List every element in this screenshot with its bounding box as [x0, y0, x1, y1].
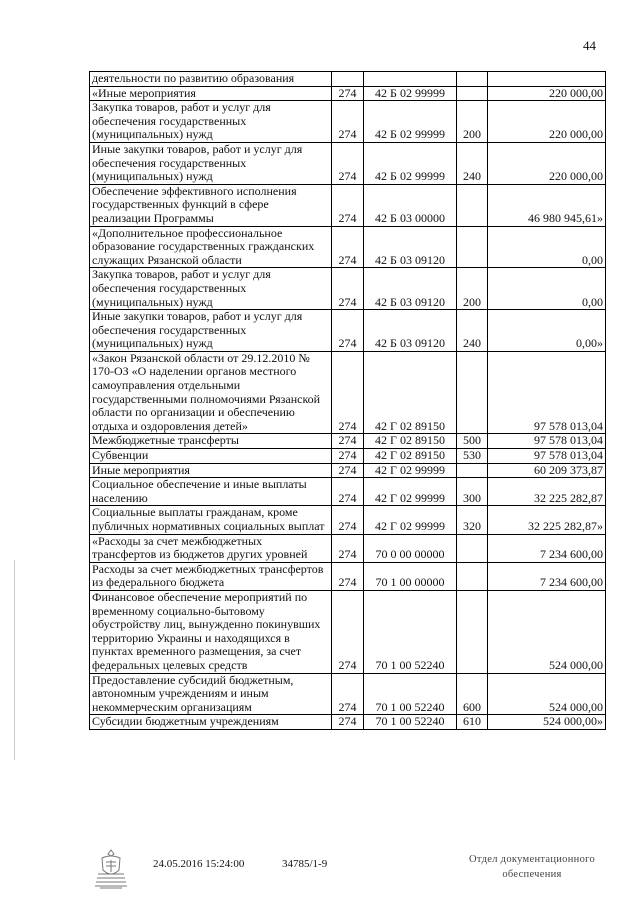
row-name: Иные закупки товаров, работ и услуг для обеспечения государственных (муниципальных) нужд: [90, 310, 332, 352]
row-amount: 220 000,00: [488, 86, 606, 101]
row-amount: 46 980 945,61»: [488, 184, 606, 226]
table-row: [90, 142, 606, 184]
department-stamp-line: обеспечения: [502, 869, 562, 880]
row-expense-type: [457, 534, 488, 562]
row-name: Субвенции: [90, 449, 332, 464]
row-amount: 32 225 282,87»: [488, 506, 606, 534]
table-row: [90, 562, 606, 590]
department-stamp: [452, 852, 612, 882]
row-code: 274: [332, 142, 364, 184]
row-amount: 220 000,00: [488, 142, 606, 184]
row-code: 274: [332, 268, 364, 310]
row-code: 274: [332, 534, 364, 562]
row-expense-type: 240: [457, 310, 488, 352]
row-amount: 0,00: [488, 226, 606, 268]
row-expense-type: 320: [457, 506, 488, 534]
table-row: [90, 310, 606, 352]
row-target-code: 42 Г 02 89150: [364, 449, 457, 464]
row-target-code: 42 Б 03 09120: [364, 268, 457, 310]
row-expense-type: [457, 86, 488, 101]
table-row: [90, 86, 606, 101]
row-expense-type: [457, 351, 488, 434]
row-name: Закупка товаров, работ и услуг для обеспечения государственных (муниципальных) нужд: [90, 101, 332, 143]
row-target-code: 70 1 00 52240: [364, 715, 457, 730]
row-expense-type: [457, 226, 488, 268]
row-name: Закупка товаров, работ и услуг для обеспечения государственных (муниципальных) нужд: [90, 268, 332, 310]
table-row: [90, 184, 606, 226]
row-amount: 97 578 013,04: [488, 351, 606, 434]
page-number: 44: [583, 38, 596, 53]
row-name: деятельности по развитию образования: [90, 72, 332, 87]
table-row: [90, 590, 606, 673]
row-target-code: 70 1 00 00000: [364, 562, 457, 590]
row-expense-type: [457, 590, 488, 673]
row-name: «Дополнительное профессиональное образование государственных гражданских служащих Рязанской области: [90, 226, 332, 268]
row-target-code: 42 Б 02 99999: [364, 86, 457, 101]
table-row: [90, 673, 606, 715]
row-code: 274: [332, 351, 364, 434]
row-name: «Иные мероприятия: [90, 86, 332, 101]
row-amount: 524 000,00: [488, 590, 606, 673]
row-expense-type: [457, 562, 488, 590]
row-target-code: 70 1 00 52240: [364, 590, 457, 673]
table-row: [90, 268, 606, 310]
row-code: [332, 72, 364, 87]
margin-mark: [14, 560, 15, 760]
row-name: Обеспечение эффективного исполнения государственных функций в сфере реализации Программы: [90, 184, 332, 226]
row-target-code: 42 Г 02 89150: [364, 434, 457, 449]
row-code: 274: [332, 590, 364, 673]
table-row: [90, 715, 606, 730]
row-name: Субсидии бюджетным учреждениям: [90, 715, 332, 730]
row-amount: [488, 72, 606, 87]
table-row: [90, 534, 606, 562]
table-row: [90, 463, 606, 478]
row-code: 274: [332, 449, 364, 464]
budget-table-body: [90, 72, 606, 730]
row-expense-type: 500: [457, 434, 488, 449]
row-expense-type: 610: [457, 715, 488, 730]
row-amount: 220 000,00: [488, 101, 606, 143]
row-expense-type: 200: [457, 268, 488, 310]
row-code: 274: [332, 715, 364, 730]
footer-doc-number: 34785/1-9: [282, 858, 328, 870]
table-row: [90, 506, 606, 534]
row-expense-type: [457, 463, 488, 478]
row-code: 274: [332, 310, 364, 352]
row-name: Межбюджетные трансферты: [90, 434, 332, 449]
table-row: [90, 101, 606, 143]
table-row: [90, 226, 606, 268]
row-expense-type: 200: [457, 101, 488, 143]
row-expense-type: 600: [457, 673, 488, 715]
row-target-code: 70 1 00 52240: [364, 673, 457, 715]
row-target-code: 42 Г 02 99999: [364, 506, 457, 534]
row-name: Иные закупки товаров, работ и услуг для обеспечения государственных (муниципальных) нужд: [90, 142, 332, 184]
row-amount: 0,00: [488, 268, 606, 310]
row-code: 274: [332, 506, 364, 534]
table-row: [90, 478, 606, 506]
table-row: [90, 434, 606, 449]
row-target-code: [364, 72, 457, 87]
row-target-code: 42 Г 02 99999: [364, 463, 457, 478]
row-name: Предоставление субсидий бюджетным, автономным учреждениям и иным некоммерческим организациям: [90, 673, 332, 715]
row-name: Расходы за счет межбюджетных трансфертов из федерального бюджета: [90, 562, 332, 590]
row-code: 274: [332, 463, 364, 478]
row-code: 274: [332, 226, 364, 268]
row-code: 274: [332, 434, 364, 449]
footer-date: 24.05.2016 15:24:00: [153, 858, 245, 870]
row-name: Финансовое обеспечение мероприятий по временному социально-бытовому обустройству лиц, вынужденно покинувших территорию Украины и находящихся в пунктах временного размещения, за счет федеральных целевых средств: [90, 590, 332, 673]
row-expense-type: [457, 184, 488, 226]
row-amount: 60 209 373,87: [488, 463, 606, 478]
row-target-code: 42 Б 03 09120: [364, 226, 457, 268]
row-code: 274: [332, 101, 364, 143]
row-target-code: 42 Г 02 89150: [364, 351, 457, 434]
row-expense-type: 300: [457, 478, 488, 506]
row-name: «Закон Рязанской области от 29.12.2010 № 170-ОЗ «О наделении органов местного самоуправления отдельными государственными полномочиями Рязанской области по организации и обеспечению отдыха и оздоровления детей»: [90, 351, 332, 434]
row-code: 274: [332, 562, 364, 590]
table-row: [90, 72, 606, 87]
row-amount: 0,00»: [488, 310, 606, 352]
row-amount: 97 578 013,04: [488, 449, 606, 464]
row-amount: 7 234 600,00: [488, 534, 606, 562]
row-code: 274: [332, 86, 364, 101]
row-code: 274: [332, 673, 364, 715]
row-target-code: 42 Г 02 99999: [364, 478, 457, 506]
department-stamp-line: Отдел документационного: [468, 854, 596, 865]
row-name: Иные мероприятия: [90, 463, 332, 478]
row-target-code: 42 Б 02 99999: [364, 142, 457, 184]
row-target-code: 42 Б 02 99999: [364, 101, 457, 143]
row-amount: 7 234 600,00: [488, 562, 606, 590]
row-code: 274: [332, 184, 364, 226]
row-amount: 32 225 282,87: [488, 478, 606, 506]
row-target-code: 42 Б 03 00000: [364, 184, 457, 226]
row-name: «Расходы за счет межбюджетных трансфертов из бюджетов других уровней: [90, 534, 332, 562]
row-amount: 97 578 013,04: [488, 434, 606, 449]
budget-table: [89, 71, 606, 730]
row-expense-type: [457, 72, 488, 87]
coat-of-arms-icon: [92, 848, 130, 892]
row-expense-type: 530: [457, 449, 488, 464]
row-target-code: 70 0 00 00000: [364, 534, 457, 562]
row-amount: 524 000,00»: [488, 715, 606, 730]
row-amount: 524 000,00: [488, 673, 606, 715]
row-expense-type: 240: [457, 142, 488, 184]
table-row: [90, 351, 606, 434]
row-code: 274: [332, 478, 364, 506]
row-target-code: 42 Б 03 09120: [364, 310, 457, 352]
row-name: Социальные выплаты гражданам, кроме публичных нормативных социальных выплат: [90, 506, 332, 534]
table-row: [90, 449, 606, 464]
row-name: Социальное обеспечение и иные выплаты населению: [90, 478, 332, 506]
